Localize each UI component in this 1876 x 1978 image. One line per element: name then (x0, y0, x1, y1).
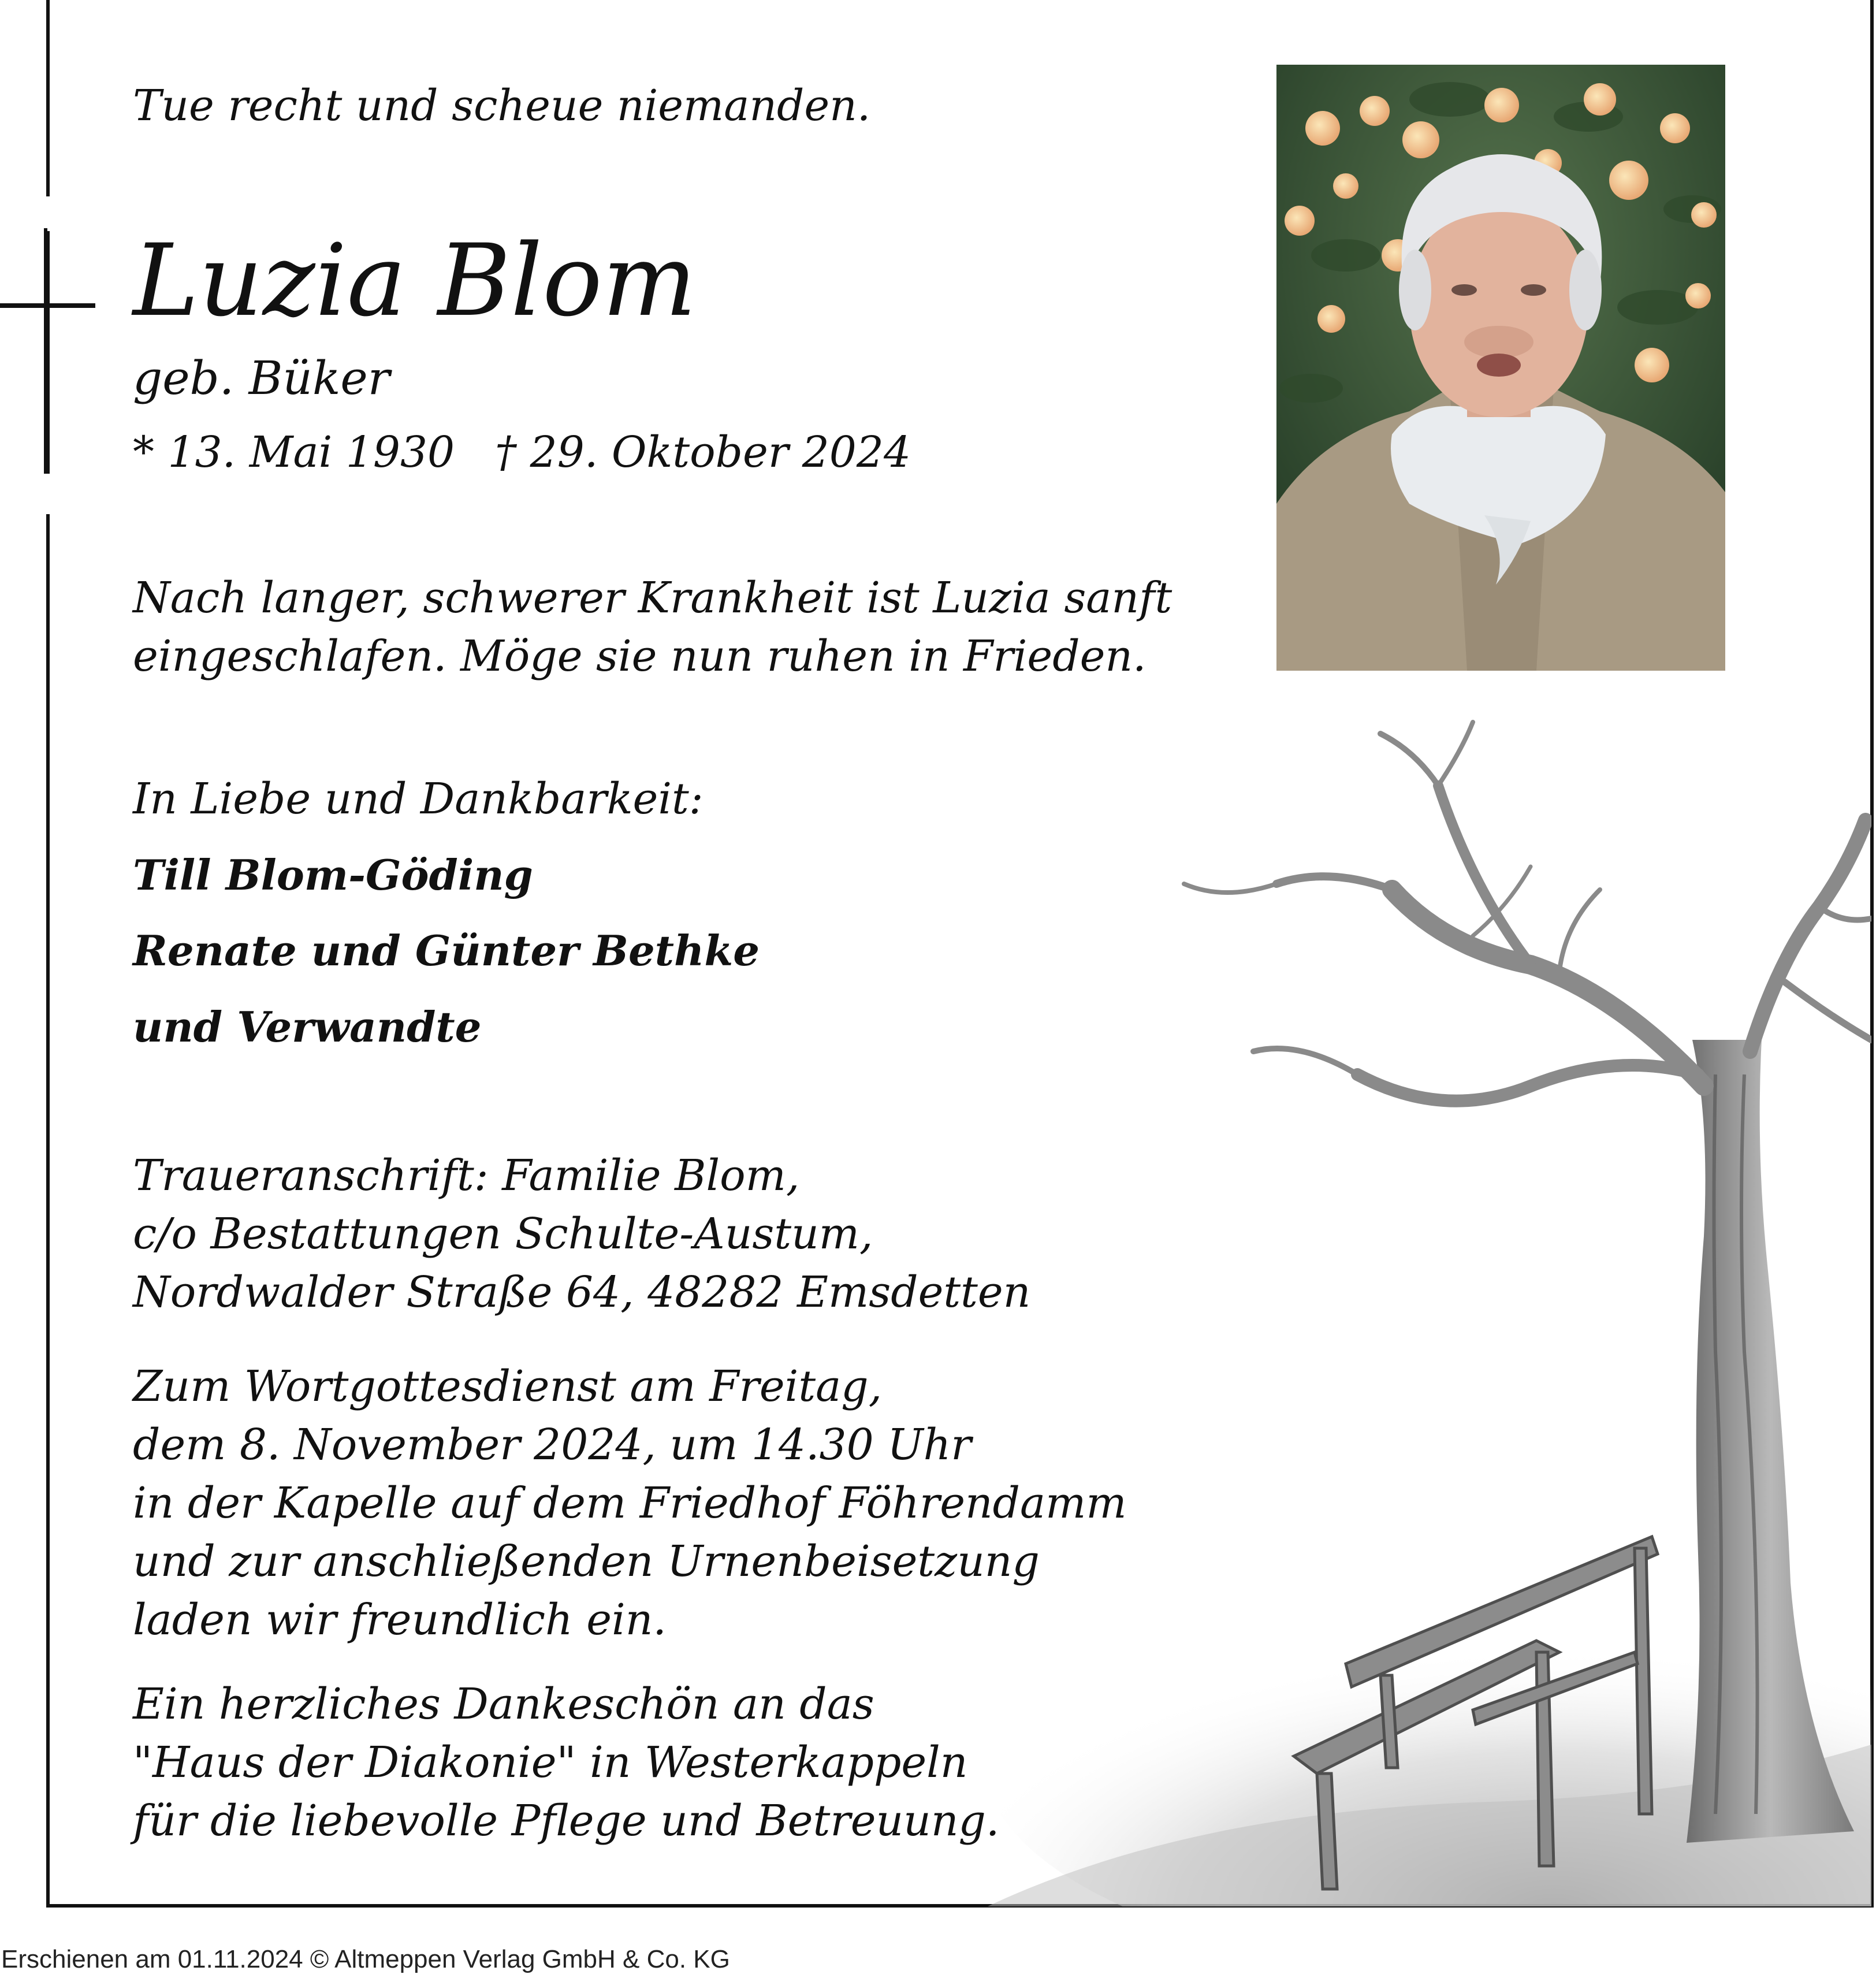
mourner-2: Renate und Günter Bethke (133, 926, 760, 975)
service-line: und zur anschließenden Urnenbeisetzung (133, 1537, 1040, 1586)
acknowledgement-line: Ein herzliches Dankeschön an das (133, 1679, 874, 1729)
message-line: eingeschlafen. Möge sie nun ruhen in Frieden. (133, 631, 1147, 681)
address-line: Traueranschrift: Familie Blom, (133, 1151, 800, 1200)
portrait-photo (1276, 65, 1725, 671)
cross-icon-vertical (44, 228, 47, 474)
motto: Tue recht und scheue niemanden. (133, 81, 871, 131)
cross-icon-horizontal (0, 303, 95, 308)
acknowledgement-line: "Haus der Diakonie" in Westerkappeln (133, 1738, 968, 1787)
thanks-intro: In Liebe und Dankbarkeit: (133, 774, 704, 824)
service-line: in der Kapelle auf dem Friedhof Föhrendamm (133, 1478, 1127, 1528)
address-line: c/o Bestattungen Schulte-Austum, (133, 1209, 873, 1259)
mourning-address (133, 1147, 1030, 1322)
service-line: laden wir freundlich ein. (133, 1595, 667, 1645)
mourner-1: Till Blom-Göding (133, 850, 533, 899)
service-line: Zum Wortgottesdienst am Freitag, (133, 1362, 883, 1411)
death-date: † 29. Oktober 2024 (495, 427, 911, 477)
deceased-name: Luzia Blom (133, 222, 697, 339)
service-line: dem 8. November 2024, um 14.30 Uhr (133, 1420, 972, 1470)
birth-date: * 13. Mai 1930 (133, 427, 455, 477)
mourner-3: und Verwandte (133, 1002, 482, 1051)
frame-gap-lower (44, 474, 52, 514)
tree-bench-drawing (953, 716, 1871, 1906)
portrait-illustration (1276, 65, 1725, 671)
maiden-name: geb. Büker (133, 351, 390, 405)
publication-footer: Erschienen am 01.11.2024 © Altmeppen Verlag GmbH & Co. KG (1, 1945, 730, 1973)
message (133, 569, 1172, 686)
acknowledgement (133, 1675, 999, 1850)
address-line: Nordwalder Straße 64, 48282 Emsdetten (133, 1267, 1031, 1317)
life-dates (133, 427, 911, 477)
acknowledgement-line: für die liebevolle Pflege und Betreuung. (133, 1796, 1000, 1846)
frame-gap-upper (44, 196, 52, 231)
message-line: Nach langer, schwerer Krankheit ist Luzia sanft (133, 573, 1172, 623)
